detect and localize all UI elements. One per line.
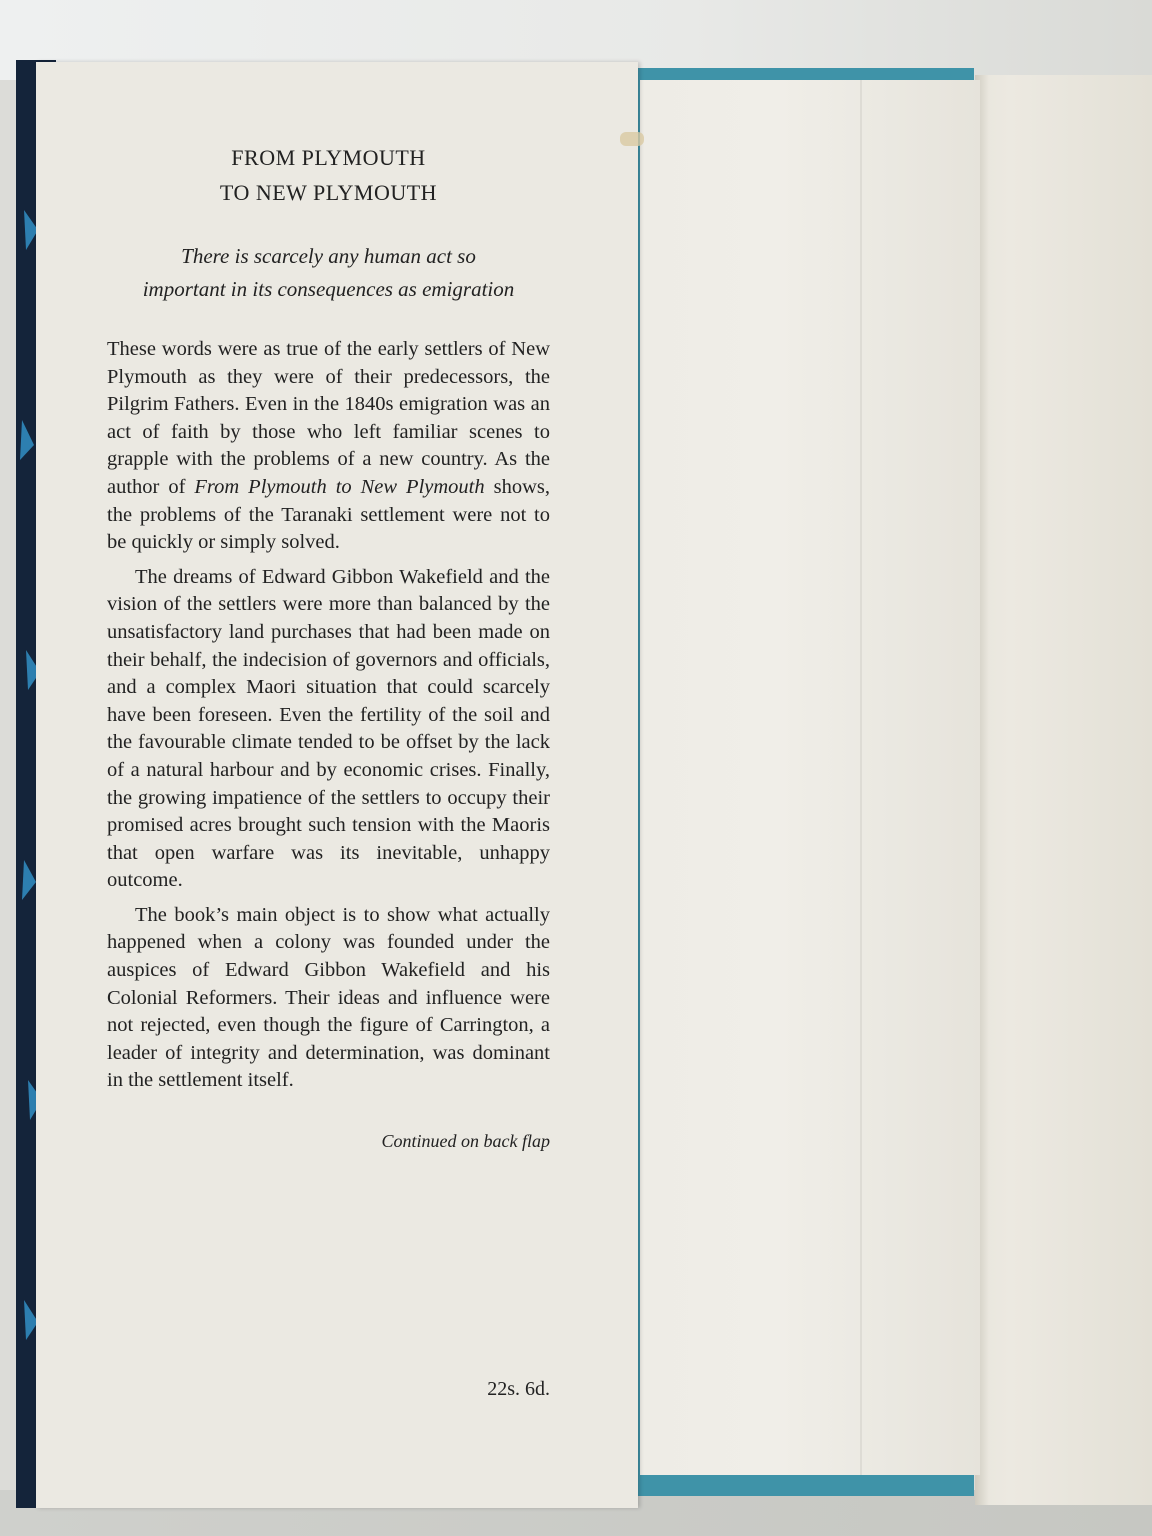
blurb-paragraph-1	[107, 336, 550, 557]
title-line-2: TO NEW PLYMOUTH	[219, 180, 438, 205]
endpaper	[640, 80, 980, 1475]
blurb-paragraph-2: The dreams of Edward Gibbon Wakefield and the vision of the settlers were more than balanced by the unsatisfactory land purchases that had been made on their behalf, the indecision of governors and officials, and a complex Maori situation that could scarcely have been foreseen. Even the fertility of the soil and the favourable climate tended to be offset by the lack of a natural harbour and by economic crises. Finally, the growing impatience of the settlers to occupy their promised acres brought such tension with the Maoris that open warfare was its inevitable, unhappy outcome.	[107, 565, 550, 892]
title-line-1: FROM PLYMOUTH	[231, 145, 426, 170]
book-title	[107, 140, 550, 210]
continued-note: Continued on back flap	[381, 1131, 550, 1152]
epigraph-line-2: important in its consequences as emigration	[142, 277, 515, 301]
paragraph-1-book-title: From Plymouth to New Plymouth	[194, 475, 485, 498]
paragraph-1-text-b: shows, the problems of the Taranaki settlement were not to be quickly or simply solved.	[107, 475, 551, 554]
epigraph-line-1: There is scarcely any human act so	[181, 244, 476, 268]
paragraph-1-text-a: These words were as true of the early settlers of New Plymouth as they were of their predecessors, the Pilgrim Fathers. Even in the 1840s emigration was an act of faith by those who left familiar scenes to grapple with the problems of a new country. As the author of	[107, 338, 550, 498]
epigraph	[107, 240, 550, 306]
flap-text-column	[107, 140, 550, 1152]
tape-mark	[620, 132, 644, 146]
blurb-paragraph-3: The book’s main object is to show what actually happened when a colony was founded under the auspices of Edward Gibbon Wakefield and his Colonial Reformers. Their ideas and influence were not rejected, even though the figure of Carrington, a leader of integrity and determination, was dominant in the settlement itself.	[107, 903, 550, 1092]
price-label: 22s. 6d.	[487, 1378, 550, 1400]
book-pages	[975, 75, 1152, 1505]
endpaper-fold-line	[860, 80, 862, 1475]
